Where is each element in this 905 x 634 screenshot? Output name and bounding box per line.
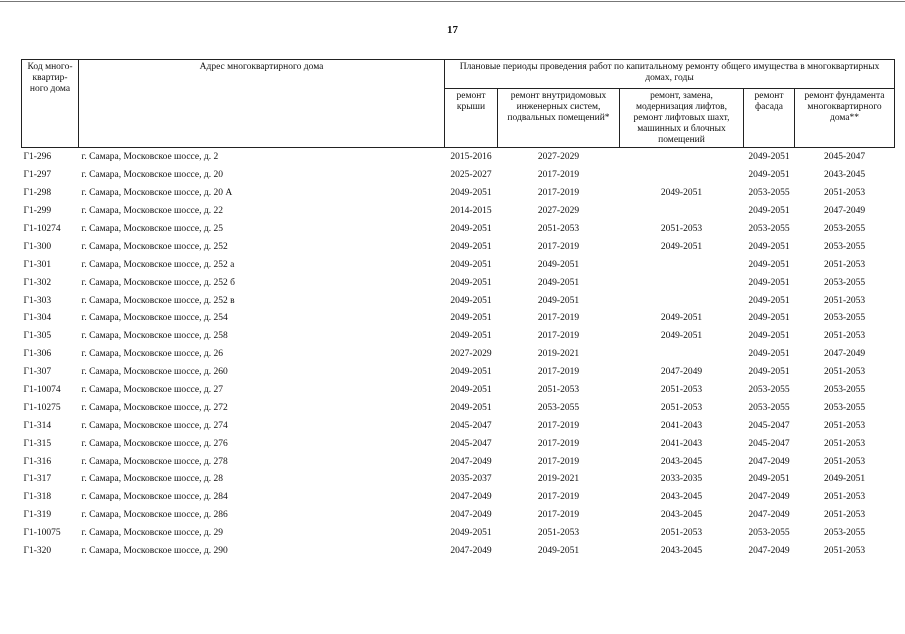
- cell-engineering: 2051-2053: [537, 224, 580, 234]
- cell-facade: 2049-2051: [748, 295, 790, 306]
- cell-code: Г1-306: [23, 349, 52, 360]
- cell-facade: 2049-2051: [748, 331, 790, 342]
- cell-foundation: 2051-2053: [823, 188, 866, 199]
- cell-elevators: 2049-2051: [660, 188, 703, 199]
- table-row: [22, 346, 895, 364]
- cell-address: г. Самара, Московское шоссе, д. 27: [81, 385, 223, 396]
- header-periods: Плановые периоды проведения работ по капитальному ремонту общего имущества в многоквартирных домах, годы: [445, 60, 895, 89]
- header-row-top: [22, 60, 895, 89]
- cell-engineering: 2017-2019: [537, 438, 580, 449]
- cell-address: г. Самара, Московское шоссе, д. 284: [81, 492, 228, 503]
- cell-code: Г1-303: [23, 295, 52, 306]
- cell-facade: 2049-2051: [748, 170, 790, 181]
- table-row: [22, 543, 895, 561]
- cell-engineering: 2017-2019: [537, 188, 580, 199]
- page-number: 17: [447, 24, 458, 36]
- cell-engineering: 2017-2019: [537, 456, 580, 467]
- table-row: [22, 382, 895, 400]
- table-row: [22, 435, 895, 453]
- cell-roof: 2049-2051: [450, 259, 492, 270]
- cell-code: Г1-305: [23, 331, 52, 342]
- cell-elevators: 2043-2045: [660, 492, 703, 503]
- cell-address: г. Самара, Московское шоссе, д. 29: [81, 528, 223, 539]
- cell-foundation: 2051-2053: [823, 546, 866, 557]
- cell-foundation: 2051-2053: [823, 420, 866, 431]
- cell-address: г. Самара, Московское шоссе, д. 258: [81, 331, 228, 342]
- cell-address: г. Самара, Московское шоссе, д. 26: [81, 349, 223, 360]
- cell-facade: 2049-2051: [748, 277, 790, 288]
- cell-facade: 2049-2051: [748, 241, 790, 252]
- cell-elevators: 2047-2049: [660, 367, 703, 378]
- cell-facade: 2053-2055: [748, 188, 790, 199]
- cell-roof: 2049-2051: [450, 224, 492, 234]
- cell-foundation: 2053-2055: [823, 528, 866, 539]
- cell-roof: 2025-2027: [450, 170, 492, 181]
- cell-facade: 2053-2055: [748, 402, 790, 413]
- cell-foundation: 2047-2049: [823, 206, 866, 217]
- cell-code: Г1-307: [23, 367, 52, 378]
- cell-roof: 2049-2051: [450, 277, 492, 288]
- cell-foundation: 2051-2053: [823, 367, 866, 378]
- cell-foundation: 2051-2053: [823, 510, 866, 521]
- header-roof: ремонт крыши: [445, 89, 498, 148]
- cell-elevators: 2051-2053: [660, 402, 703, 413]
- cell-foundation: 2053-2055: [823, 385, 866, 396]
- table-row: [22, 274, 895, 292]
- cell-roof: 2027-2029: [450, 349, 492, 360]
- cell-engineering: 2017-2019: [537, 492, 580, 503]
- table-row: [22, 471, 895, 489]
- cell-address: г. Самара, Московское шоссе, д. 25: [81, 224, 223, 234]
- cell-engineering: 2051-2053: [537, 528, 580, 539]
- cell-facade: 2053-2055: [748, 528, 790, 539]
- cell-foundation: 2043-2045: [823, 170, 866, 181]
- cell-elevators: 2043-2045: [660, 456, 703, 467]
- cell-roof: 2047-2049: [450, 510, 492, 521]
- cell-facade: 2049-2051: [748, 152, 790, 163]
- cell-code: Г1-10275: [23, 402, 61, 413]
- cell-foundation: 2051-2053: [823, 259, 866, 270]
- cell-elevators: [620, 346, 744, 364]
- header-code: Код много-квартир-ного дома: [22, 60, 79, 148]
- cell-facade: 2047-2049: [748, 546, 790, 557]
- cell-foundation: 2051-2053: [823, 492, 866, 503]
- cell-address: г. Самара, Московское шоссе, д. 290: [81, 546, 228, 557]
- cell-address: г. Самара, Московское шоссе, д. 286: [81, 510, 228, 521]
- cell-address: г. Самара, Московское шоссе, д. 20: [81, 170, 223, 181]
- cell-foundation: 2053-2055: [823, 277, 866, 288]
- cell-roof: 2045-2047: [450, 420, 492, 431]
- cell-address: г. Самара, Московское шоссе, д. 252 в: [81, 295, 235, 306]
- cell-facade: 2049-2051: [748, 349, 790, 360]
- table-body: [22, 148, 895, 561]
- cell-foundation: 2051-2053: [823, 331, 866, 342]
- cell-code: Г1-298: [23, 188, 52, 199]
- header-address: Адрес многоквартирного дома: [79, 60, 445, 148]
- cell-engineering: 2019-2021: [537, 349, 580, 360]
- cell-elevators: 2041-2043: [660, 420, 703, 431]
- cell-facade: 2053-2055: [748, 385, 790, 396]
- cell-engineering: 2049-2051: [537, 546, 580, 557]
- cell-roof: 2049-2051: [450, 188, 492, 199]
- cell-code: Г1-299: [23, 206, 52, 217]
- cell-address: г. Самара, Московское шоссе, д. 252: [81, 241, 228, 252]
- cell-facade: 2049-2051: [748, 474, 790, 485]
- table-row: [22, 507, 895, 525]
- cell-elevators: 2033-2035: [660, 474, 703, 485]
- cell-facade: 2049-2051: [748, 206, 790, 217]
- table-row: [22, 399, 895, 417]
- cell-elevators: 2051-2053: [660, 528, 703, 539]
- cell-engineering: 2019-2021: [537, 474, 580, 485]
- cell-address: г. Самара, Московское шоссе, д. 28: [81, 474, 223, 485]
- cell-elevators: [620, 203, 744, 221]
- cell-engineering: 2049-2051: [537, 277, 580, 288]
- cell-foundation: 2053-2055: [823, 241, 866, 252]
- table-row: [22, 292, 895, 310]
- cell-roof: 2049-2051: [450, 241, 492, 252]
- table-row: [22, 453, 895, 471]
- cell-engineering: 2053-2055: [537, 402, 580, 413]
- cell-code: Г1-10074: [23, 385, 61, 396]
- cell-elevators: [620, 274, 744, 292]
- cell-elevators: 2043-2045: [660, 510, 703, 521]
- header-facade: ремонт фасада: [744, 89, 795, 148]
- cell-roof: 2035-2037: [450, 474, 492, 485]
- table-row: [22, 328, 895, 346]
- cell-address: г. Самара, Московское шоссе, д. 272: [81, 402, 228, 413]
- table-row: [22, 185, 895, 203]
- cell-roof: 2049-2051: [450, 331, 492, 342]
- header-foundation: ремонт фундамента многоквартирного дома**: [795, 89, 895, 148]
- cell-code: Г1-297: [23, 170, 52, 181]
- cell-code: Г1-300: [23, 241, 52, 252]
- cell-foundation: 2053-2055: [823, 402, 866, 413]
- cell-engineering: 2049-2051: [537, 295, 580, 306]
- cell-address: г. Самара, Московское шоссе, д. 274: [81, 420, 228, 431]
- cell-engineering: 2027-2029: [537, 206, 580, 217]
- header-elevators: ремонт, замена, модернизация лифтов, ремонт лифтовых шахт, машинных и блочных помещений: [620, 89, 744, 148]
- cell-elevators: 2049-2051: [660, 313, 703, 324]
- cell-foundation: 2051-2053: [823, 456, 866, 467]
- table-row: [22, 256, 895, 274]
- cell-roof: 2049-2051: [450, 367, 492, 378]
- cell-roof: 2049-2051: [450, 402, 492, 413]
- table-row: [22, 203, 895, 221]
- table-row: [22, 167, 895, 185]
- cell-address: г. Самара, Московское шоссе, д. 260: [81, 367, 228, 378]
- table-row: [22, 238, 895, 256]
- cell-engineering: 2017-2019: [537, 313, 580, 324]
- cell-facade: 2047-2049: [748, 510, 790, 521]
- cell-address: г. Самара, Московское шоссе, д. 276: [81, 438, 228, 449]
- cell-code: Г1-304: [23, 313, 52, 324]
- cell-foundation: 2053-2055: [823, 224, 866, 234]
- cell-engineering: 2017-2019: [537, 367, 580, 378]
- cell-elevators: 2049-2051: [660, 241, 703, 252]
- cell-elevators: 2051-2053: [660, 385, 703, 396]
- cell-engineering: 2051-2053: [537, 385, 580, 396]
- cell-elevators: [620, 167, 744, 185]
- cell-roof: 2045-2047: [450, 438, 492, 449]
- table-row: [22, 525, 895, 543]
- table-row: [22, 221, 895, 239]
- cell-facade: 2053-2055: [748, 224, 790, 234]
- cell-roof: 2015-2016: [450, 152, 492, 163]
- cell-address: г. Самара, Московское шоссе, д. 2: [81, 152, 219, 163]
- cell-elevators: 2041-2043: [660, 438, 703, 449]
- cell-roof: 2049-2051: [450, 528, 492, 539]
- top-rule: [0, 1, 905, 2]
- cell-facade: 2049-2051: [748, 367, 790, 378]
- cell-foundation: 2049-2051: [823, 474, 866, 485]
- cell-roof: 2047-2049: [450, 546, 492, 557]
- cell-foundation: 2053-2055: [823, 313, 866, 324]
- cell-foundation: 2047-2049: [823, 349, 866, 360]
- cell-code: Г1-10075: [23, 528, 61, 539]
- cell-engineering: 2049-2051: [537, 259, 580, 270]
- cell-address: г. Самара, Московское шоссе, д. 252 а: [81, 259, 235, 270]
- cell-code: Г1-301: [23, 259, 52, 270]
- cell-address: г. Самара, Московское шоссе, д. 278: [81, 456, 228, 467]
- header-engineering: ремонт внутридомовых инженерных систем, подвальных помещений*: [498, 89, 620, 148]
- table-row: [22, 310, 895, 328]
- cell-facade: 2045-2047: [748, 420, 790, 431]
- cell-engineering: 2017-2019: [537, 510, 580, 521]
- cell-elevators: 2049-2051: [660, 331, 703, 342]
- cell-code: Г1-318: [23, 492, 52, 503]
- cell-engineering: 2017-2019: [537, 420, 580, 431]
- cell-elevators: 2051-2053: [660, 224, 703, 234]
- cell-code: Г1-10274: [23, 224, 61, 234]
- repair-schedule-table: [21, 59, 895, 560]
- cell-engineering: 2017-2019: [537, 170, 580, 181]
- cell-engineering: 2017-2019: [537, 241, 580, 252]
- cell-foundation: 2051-2053: [823, 438, 866, 449]
- cell-elevators: [620, 148, 744, 167]
- table-row: [22, 364, 895, 382]
- cell-engineering: 2017-2019: [537, 331, 580, 342]
- cell-elevators: [620, 256, 744, 274]
- cell-roof: 2049-2051: [450, 295, 492, 306]
- table-header: [22, 60, 895, 148]
- cell-facade: 2047-2049: [748, 492, 790, 503]
- cell-roof: 2047-2049: [450, 492, 492, 503]
- cell-foundation: 2045-2047: [823, 152, 866, 163]
- cell-code: Г1-317: [23, 474, 52, 485]
- cell-address: г. Самара, Московское шоссе, д. 252 б: [81, 277, 235, 288]
- cell-code: Г1-302: [23, 277, 52, 288]
- cell-foundation: 2051-2053: [823, 295, 866, 306]
- cell-code: Г1-314: [23, 420, 52, 431]
- cell-elevators: 2043-2045: [660, 546, 703, 557]
- cell-facade: 2047-2049: [748, 456, 790, 467]
- cell-address: г. Самара, Московское шоссе, д. 22: [81, 206, 223, 217]
- cell-code: Г1-315: [23, 438, 52, 449]
- cell-code: Г1-319: [23, 510, 52, 521]
- cell-roof: 2049-2051: [450, 385, 492, 396]
- cell-roof: 2047-2049: [450, 456, 492, 467]
- table-row: [22, 489, 895, 507]
- table-row: [22, 148, 895, 167]
- table-row: [22, 417, 895, 435]
- cell-code: Г1-316: [23, 456, 52, 467]
- cell-facade: 2045-2047: [748, 438, 790, 449]
- cell-facade: 2049-2051: [748, 313, 790, 324]
- cell-roof: 2049-2051: [450, 313, 492, 324]
- cell-roof: 2014-2015: [450, 206, 492, 217]
- cell-code: Г1-296: [23, 152, 52, 163]
- cell-facade: 2049-2051: [748, 259, 790, 270]
- cell-address: г. Самара, Московское шоссе, д. 254: [81, 313, 228, 324]
- cell-code: Г1-320: [23, 546, 52, 557]
- cell-engineering: 2027-2029: [537, 152, 580, 163]
- cell-address: г. Самара, Московское шоссе, д. 20 А: [81, 188, 233, 199]
- cell-elevators: [620, 292, 744, 310]
